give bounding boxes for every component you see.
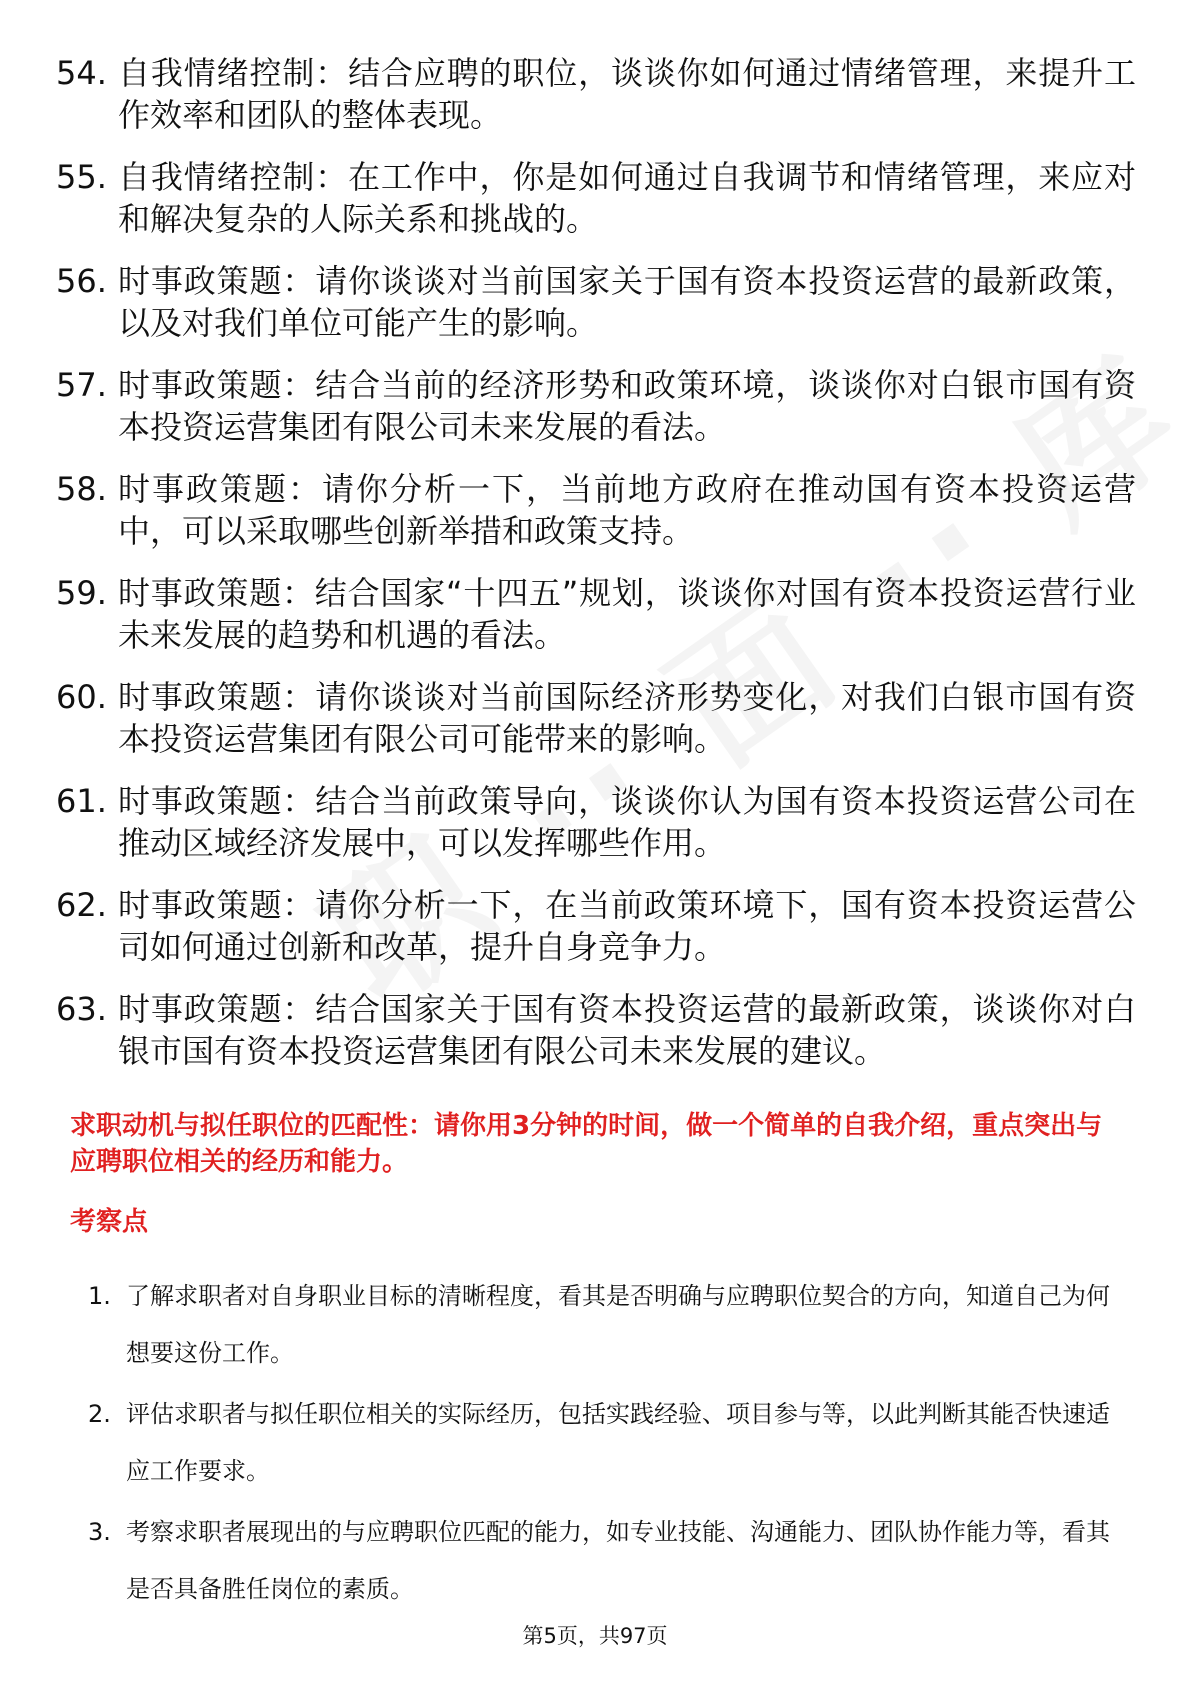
question-number: 57.: [56, 366, 107, 404]
question-text: 时事政策题：请你分析一下，在当前政策环境下，国有资本投资运营公司如何通过创新和改革，提升自身竞争力。: [118, 886, 1136, 966]
question-text: 时事政策题：请你谈谈对当前国家关于国有资本投资运营的最新政策，以及对我们单位可能产生的影响。: [118, 262, 1136, 342]
question-number: 60.: [56, 678, 107, 716]
point-number: 2.: [88, 1400, 111, 1428]
question-text: 时事政策题：结合当前政策导向，谈谈你认为国有资本投资运营公司在推动区域经济发展中，可以发挥哪些作用。: [118, 782, 1136, 862]
question-item: [56, 988, 1136, 1072]
evaluation-point: [88, 1504, 1118, 1618]
question-number: 63.: [56, 990, 107, 1028]
question-number: 59.: [56, 574, 107, 612]
point-text: 评估求职者与拟任职位相关的实际经历，包括实践经验、项目参与等，以此判断其能否快速适应工作要求。: [126, 1400, 1110, 1485]
page-footer: 第5页，共97页: [522, 1624, 668, 1648]
question-text: 自我情绪控制：在工作中，你是如何通过自我调节和情绪管理，来应对和解决复杂的人际关系和挑战的。: [118, 158, 1136, 238]
evaluation-point: [88, 1268, 1118, 1382]
question-item: [56, 468, 1136, 552]
question-text: 时事政策题：结合当前的经济形势和政策环境，谈谈你对白银市国有资本投资运营集团有限公司未来发展的看法。: [118, 366, 1136, 446]
question-item: [56, 364, 1136, 448]
question-text: 时事政策题：请你分析一下，当前地方政府在推动国有资本投资运营中，可以采取哪些创新举措和政策支持。: [118, 470, 1136, 550]
question-item: [56, 676, 1136, 760]
point-text: 考察求职者展现出的与应聘职位匹配的能力，如专业技能、沟通能力、团队协作能力等，看其是否具备胜任岗位的素质。: [126, 1518, 1110, 1603]
question-item: [56, 572, 1136, 656]
question-number: 58.: [56, 470, 107, 508]
question-text: 自我情绪控制：结合应聘的职位，谈谈你如何通过情绪管理，来提升工作效率和团队的整体表现。: [118, 54, 1136, 134]
question-list: [56, 52, 1136, 1092]
point-number: 3.: [88, 1518, 111, 1546]
evaluation-point: [88, 1386, 1118, 1500]
question-item: [56, 780, 1136, 864]
question-item: [56, 260, 1136, 344]
question-item: [56, 52, 1136, 136]
question-number: 62.: [56, 886, 107, 924]
point-text: 了解求职者对自身职业目标的清晰程度，看其是否明确与应聘职位契合的方向，知道自己为何想要这份工作。: [126, 1282, 1110, 1367]
question-number: 55.: [56, 158, 107, 196]
section-heading: 求职动机与拟任职位的匹配性：请你用3分钟的时间，做一个简单的自我介绍，重点突出与应聘职位相关的经历和能力。: [70, 1111, 1103, 1177]
question-text: 时事政策题：请你谈谈对当前国际经济形势变化，对我们白银市国有资本投资运营集团有限公司可能带来的影响。: [118, 678, 1136, 758]
question-text: 时事政策题：结合国家“十四五”规划，谈谈你对国有资本投资运营行业未来发展的趋势和机遇的看法。: [118, 574, 1136, 654]
question-item: [56, 884, 1136, 968]
section-subheading: 考察点: [70, 1207, 149, 1237]
question-text: 时事政策题：结合国家关于国有资本投资运营的最新政策，谈谈你对白银市国有资本投资运营集团有限公司未来发展的建议。: [118, 990, 1136, 1070]
question-number: 61.: [56, 782, 107, 820]
question-number: 54.: [56, 54, 107, 92]
question-number: 56.: [56, 262, 107, 300]
question-item: [56, 156, 1136, 240]
evaluation-points-list: [88, 1268, 1118, 1622]
point-number: 1.: [88, 1282, 111, 1310]
